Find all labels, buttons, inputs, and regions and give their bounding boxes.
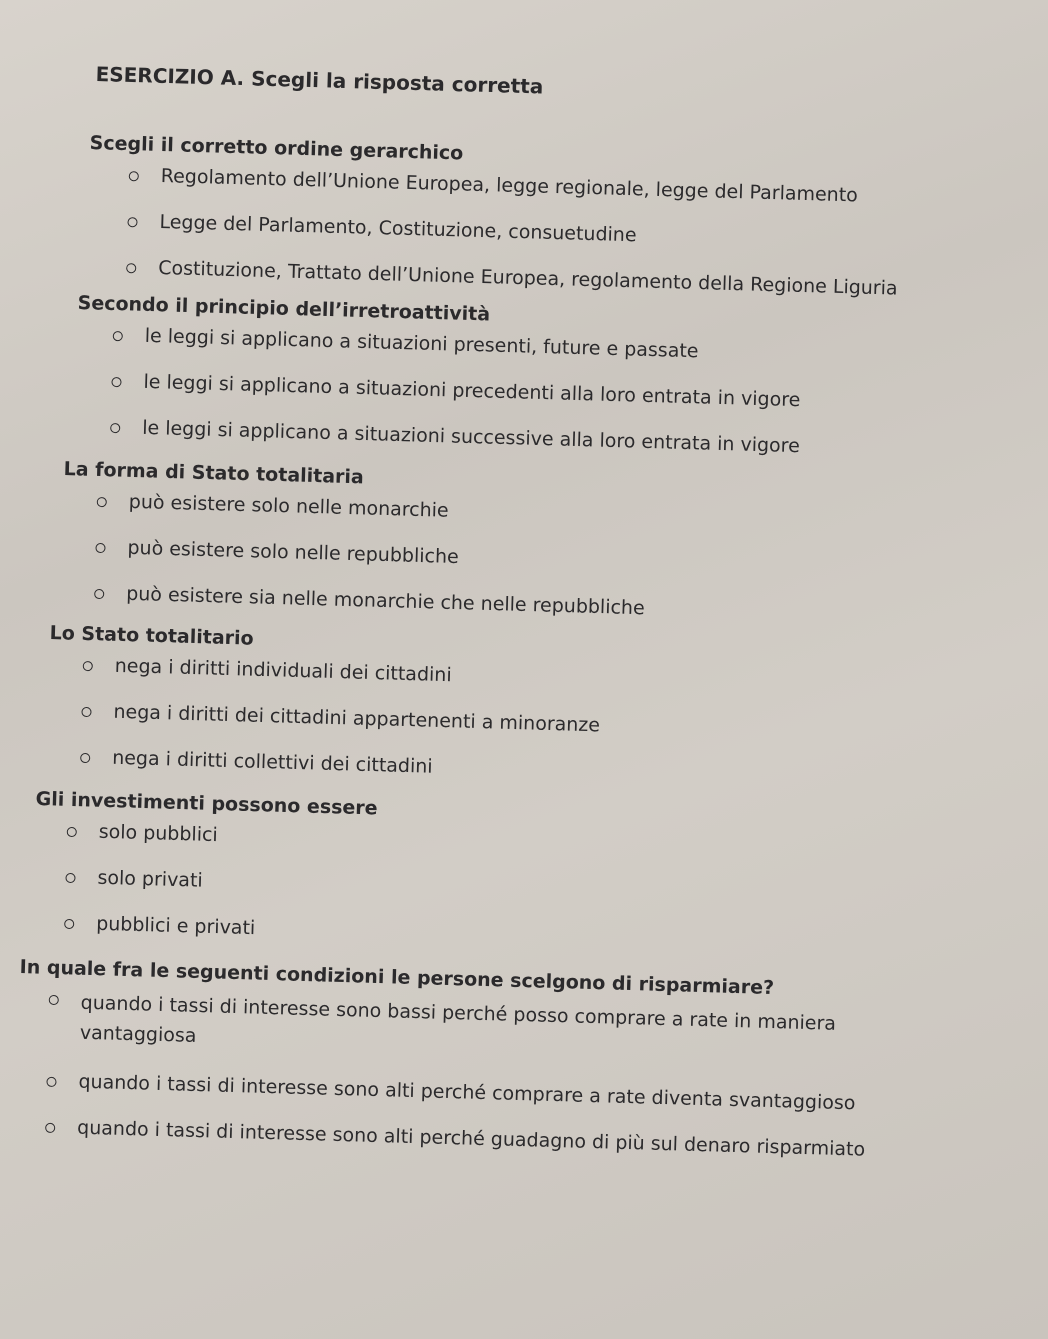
radio-button[interactable] <box>111 377 121 387</box>
option-label: le leggi si applicano a situazioni precedenti alla loro entrata in vigore <box>143 370 801 412</box>
option-item[interactable] <box>46 1069 898 1117</box>
radio-button[interactable] <box>127 217 137 227</box>
question-3 <box>60 458 649 620</box>
radio-button[interactable] <box>126 263 136 273</box>
option-item[interactable] <box>95 535 646 574</box>
option-item[interactable] <box>96 489 647 528</box>
option-label: quando i tassi di interesse sono bassi perché posso comprare a rate in maniera vantaggiosa <box>79 991 837 1047</box>
option-item[interactable] <box>64 911 375 944</box>
radio-button[interactable] <box>83 661 93 671</box>
question-text: Scegli il corretto ordine gerarchico <box>89 132 464 165</box>
option-item[interactable] <box>111 369 801 412</box>
question-2 <box>74 292 804 458</box>
options-list <box>60 488 648 620</box>
question-text: Lo Stato totalitario <box>49 622 254 650</box>
options-list <box>46 652 602 783</box>
option-label: pubblici e privati <box>95 912 256 940</box>
option-label: quando i tassi di interesse sono alti perché comprare a rate diventa svantaggioso <box>78 1070 856 1115</box>
radio-button[interactable] <box>45 1123 55 1133</box>
radio-button[interactable] <box>64 919 74 929</box>
option-item[interactable] <box>94 581 645 620</box>
option-label: nega i diritti collettivi dei cittadini <box>111 746 433 778</box>
radio-button[interactable] <box>67 827 77 837</box>
radio-button[interactable] <box>110 423 120 433</box>
option-label: Regolamento dell’Unione Europea, legge regionale, legge del Parlamento <box>160 164 859 207</box>
option-item[interactable] <box>82 653 601 691</box>
option-label: quando i tassi di interesse sono alti perché guadagno di più sul denaro risparmiato <box>76 1116 866 1161</box>
radio-button[interactable] <box>80 753 90 763</box>
option-label: le leggi si applicano a situazioni presenti, future e passate <box>144 324 699 363</box>
question-text: Gli investimenti possono essere <box>35 788 378 820</box>
radio-button[interactable] <box>46 1077 56 1087</box>
option-label: può esistere solo nelle monarchie <box>128 490 449 522</box>
option-label: solo privati <box>97 866 204 892</box>
options-list <box>15 986 901 1163</box>
option-label: può esistere sia nelle monarchie che nelle repubbliche <box>125 582 646 620</box>
options-list <box>32 818 377 944</box>
question-6 <box>15 956 902 1163</box>
option-label: Costituzione, Trattato dell’Unione Europea, regolamento della Regione Liguria <box>157 256 898 300</box>
radio-button[interactable] <box>65 873 75 883</box>
question-text: La forma di Stato totalitaria <box>63 458 365 489</box>
radio-button[interactable] <box>49 995 59 1005</box>
option-label: nega i diritti dei cittadini appartenenti a minoranze <box>113 700 601 737</box>
option-label: Legge del Parlamento, Costituzione, consuetudine <box>159 210 637 247</box>
option-item[interactable] <box>81 699 600 737</box>
question-text: Secondo il principio dell’irretroattività <box>77 292 491 326</box>
options-list <box>86 162 901 301</box>
option-label: solo pubblici <box>98 820 219 847</box>
exercise-title: ESERCIZIO A. Scegli la risposta corretta <box>95 62 544 99</box>
radio-button[interactable] <box>129 171 139 181</box>
radio-button[interactable] <box>95 543 105 553</box>
options-list <box>74 322 803 458</box>
option-item[interactable] <box>65 865 376 898</box>
option-item[interactable] <box>80 745 599 783</box>
option-item[interactable] <box>47 987 900 1071</box>
question-1 <box>86 132 901 301</box>
radio-button[interactable] <box>97 497 107 507</box>
option-item[interactable] <box>126 255 898 301</box>
option-item[interactable] <box>110 415 800 458</box>
radio-button[interactable] <box>94 589 104 599</box>
option-label: può esistere solo nelle repubbliche <box>127 536 460 569</box>
radio-button[interactable] <box>113 331 123 341</box>
option-item[interactable] <box>127 209 899 255</box>
option-item[interactable] <box>45 1115 897 1163</box>
option-item[interactable] <box>66 819 377 852</box>
question-5 <box>32 788 378 943</box>
option-label: le leggi si applicano a situazioni successive alla loro entrata in vigore <box>141 416 801 458</box>
question-text: In quale fra le seguenti condizioni le persone scelgono di risparmiare? <box>19 956 775 1000</box>
radio-button[interactable] <box>81 707 91 717</box>
option-label: nega i diritti individuali dei cittadini <box>114 654 452 687</box>
question-4 <box>46 622 603 783</box>
